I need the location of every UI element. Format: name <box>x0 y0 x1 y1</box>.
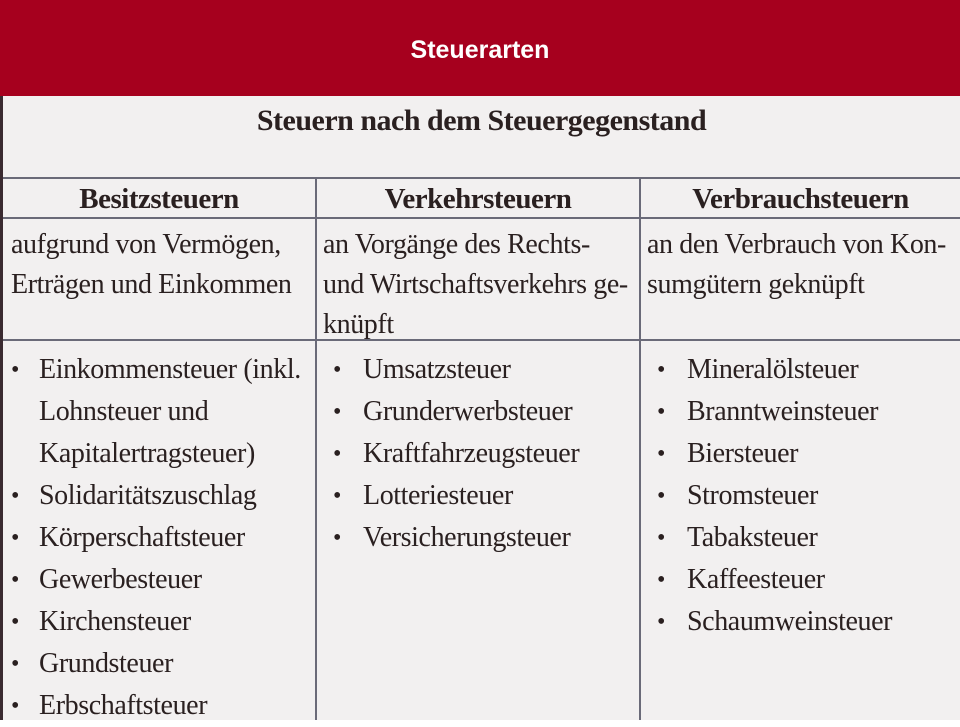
bullet-icon: • <box>657 525 666 551</box>
bullet-icon: • <box>11 693 20 719</box>
bullet-icon: • <box>11 525 20 551</box>
slide-title-bar <box>0 0 960 96</box>
tax-list <box>317 341 639 559</box>
bullet-icon: • <box>657 609 666 635</box>
column-verbrauchsteuern <box>639 179 960 720</box>
list-item: • Einkommensteuer (inkl. Lohnsteuer und Kapitalertragsteuer) <box>3 349 315 475</box>
column-description: an Vorgänge des Rechts- und Wirtschaftsverkehrs ge- knüpft <box>317 219 639 341</box>
bullet-icon: • <box>11 567 20 593</box>
bullet-icon: • <box>11 651 20 677</box>
list-item: • Kirchensteuer <box>3 601 315 643</box>
column-header: Besitzsteuern <box>3 179 315 219</box>
list-item: • Kraftfahrzeugsteuer <box>317 433 639 475</box>
column-description: aufgrund von Vermögen, Erträgen und Einkommen <box>3 219 315 341</box>
list-item: • Grunderwerbsteuer <box>317 391 639 433</box>
list-item: • Erbschaftsteuer <box>3 685 315 727</box>
bullet-icon: • <box>333 525 342 551</box>
column-verkehrsteuern <box>315 179 639 720</box>
tax-list <box>641 341 960 643</box>
bullet-icon: • <box>11 609 20 635</box>
list-item: • Mineralölsteuer <box>641 349 960 391</box>
column-besitzsteuern <box>3 179 315 720</box>
list-item: • Biersteuer <box>641 433 960 475</box>
list-item: • Tabaksteuer <box>641 517 960 559</box>
list-item: • Körperschaftsteuer <box>3 517 315 559</box>
tax-list <box>3 341 315 727</box>
list-item: • Umsatzsteuer <box>317 349 639 391</box>
tax-table <box>0 96 960 720</box>
list-item: • Gewerbesteuer <box>3 559 315 601</box>
list-item: • Branntweinsteuer <box>641 391 960 433</box>
bullet-icon: • <box>657 357 666 383</box>
list-item: • Kaffeesteuer <box>641 559 960 601</box>
bullet-icon: • <box>333 441 342 467</box>
bullet-icon: • <box>333 399 342 425</box>
list-item: • Schaumweinsteuer <box>641 601 960 643</box>
bullet-icon: • <box>657 441 666 467</box>
bullet-icon: • <box>657 567 666 593</box>
bullet-icon: • <box>11 483 20 509</box>
list-item: • Grundsteuer <box>3 643 315 685</box>
slide-title: Steuerarten <box>410 36 550 64</box>
bullet-icon: • <box>333 357 342 383</box>
bullet-icon: • <box>333 483 342 509</box>
bullet-icon: • <box>657 483 666 509</box>
list-item: • Lotteriesteuer <box>317 475 639 517</box>
column-header: Verbrauchsteuern <box>641 179 960 219</box>
list-item: • Versicherungsteuer <box>317 517 639 559</box>
bullet-icon: • <box>11 357 20 383</box>
column-description: an den Verbrauch von Kon- sumgütern geknüpft <box>641 219 960 341</box>
table-heading <box>3 96 960 179</box>
table-heading-text: Steuern nach dem Steuergegenstand <box>256 104 707 137</box>
bullet-icon: • <box>657 399 666 425</box>
list-item: • Solidaritätszuschlag <box>3 475 315 517</box>
column-header: Verkehrsteuern <box>317 179 639 219</box>
list-item: • Stromsteuer <box>641 475 960 517</box>
